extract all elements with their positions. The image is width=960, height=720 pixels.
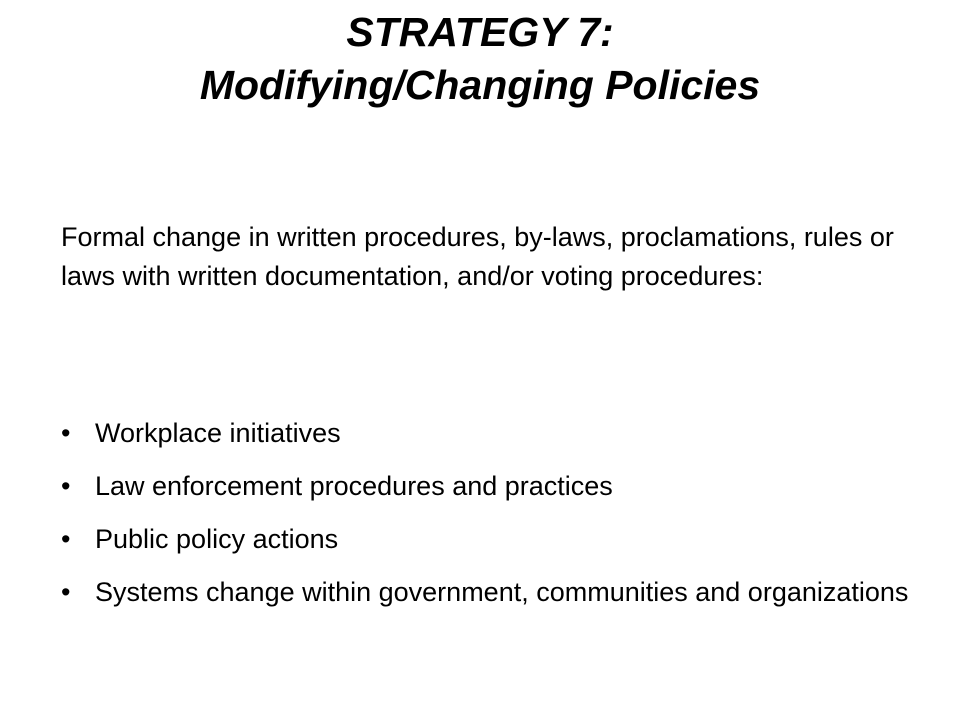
- bullet-text: Law enforcement procedures and practices: [95, 471, 613, 501]
- bullet-item-systems-change: [61, 573, 921, 612]
- bullet-dot-icon: •: [61, 471, 71, 501]
- bullet-dot-icon: •: [61, 524, 71, 554]
- bullet-dot-icon: •: [61, 418, 71, 448]
- title-line-topic: Modifying/Changing Policies: [199, 62, 761, 108]
- bullet-dot-icon: •: [61, 577, 71, 607]
- bullet-text: Public policy actions: [95, 524, 339, 554]
- bullet-text: Systems change within government, communities and organizations: [95, 577, 909, 607]
- bullet-item-law-enforcement: [61, 467, 921, 506]
- bullet-list: [61, 414, 921, 626]
- title-line-strategy: STRATEGY 7:: [346, 9, 614, 55]
- bullet-item-workplace: [61, 414, 921, 453]
- intro-paragraph: Formal change in written procedures, by-laws, proclamations, rules or laws with written documentation, and/or voting procedures:: [61, 222, 894, 291]
- bullet-item-public-policy: [61, 520, 921, 559]
- slide-title: [0, 6, 960, 112]
- bullet-text: Workplace initiatives: [95, 418, 341, 448]
